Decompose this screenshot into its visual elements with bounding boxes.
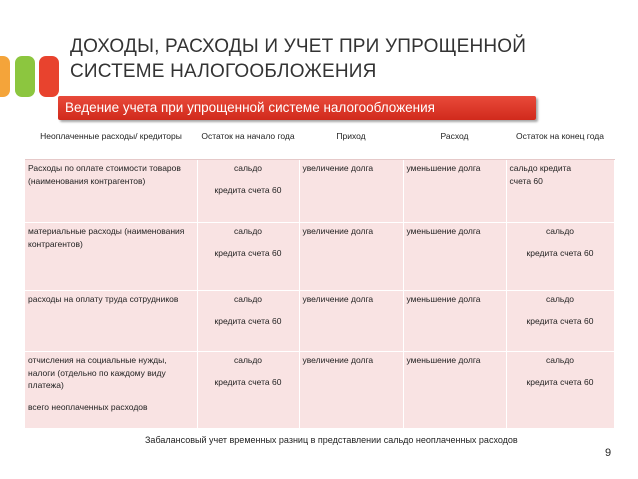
opening-balance-label: сальдо <box>233 226 263 236</box>
closing-balance-cell <box>506 291 614 352</box>
footer-note: Забалансовый учет временных разниц в представлении сальдо неоплаченных расходов <box>145 435 518 445</box>
opening-balance-account: кредита счета 60 <box>214 247 282 258</box>
closing-balance-account: кредита счета 60 <box>526 247 594 258</box>
closing-balance-cell <box>506 352 614 429</box>
slide-title-line-1: ДОХОДЫ, РАСХОДЫ И УЧЕТ ПРИ УПРОЩЕННОЙ <box>70 36 527 57</box>
income-cell: увеличение долга <box>299 291 403 352</box>
header-closing-balance: Остаток на конец года <box>506 128 614 160</box>
row-name: материальные расходы (наименования контрагентов) <box>25 223 197 291</box>
header-expense: Расход <box>403 128 506 160</box>
ledger-table <box>25 128 615 428</box>
income-cell: увеличение долга <box>299 223 403 291</box>
table-row <box>25 352 614 429</box>
opening-balance-account: кредита счета 60 <box>214 315 282 326</box>
opening-balance-cell <box>197 291 299 352</box>
opening-balance-label: сальдо <box>233 163 263 173</box>
opening-balance-cell <box>197 160 299 223</box>
slide-title-line-2: СИСТЕМЕ НАЛОГООБЛОЖЕНИЯ <box>70 61 377 82</box>
closing-balance-account: кредита счета 60 <box>526 315 594 326</box>
opening-balance-label: сальдо <box>233 294 263 304</box>
closing-balance-account: кредита счета 60 <box>526 376 594 387</box>
accent-bar-orange <box>0 56 10 97</box>
section-banner: Ведение учета при упрощенной системе налогообложения <box>58 96 536 120</box>
header-creditors: Неоплаченные расходы/ кредиторы <box>25 128 197 160</box>
closing-balance-account: счета 60 <box>509 175 543 186</box>
opening-balance-account: кредита счета 60 <box>214 376 282 387</box>
opening-balance-cell <box>197 223 299 291</box>
row-name: отчисления на социальные нужды, налоги (отдельно по каждому виду платежа) <box>28 355 167 390</box>
opening-balance-cell <box>197 352 299 429</box>
table-header-row <box>25 128 614 160</box>
page-number: 9 <box>605 447 612 459</box>
expense-cell: уменьшение долга <box>403 352 506 429</box>
income-cell: увеличение долга <box>299 352 403 429</box>
table-row <box>25 223 614 291</box>
income-cell: увеличение долга <box>299 160 403 223</box>
row-name: Расходы по оплате стоимости товаров (наименования контрагентов) <box>25 160 197 223</box>
header-income: Приход <box>299 128 403 160</box>
closing-balance-label: сальдо <box>545 226 575 236</box>
accent-bar-green <box>15 56 35 97</box>
closing-balance-label: сальдо <box>545 355 575 365</box>
table-row <box>25 160 614 223</box>
closing-balance-label: сальдо кредита <box>509 163 572 173</box>
accent-bar-red <box>39 56 59 97</box>
expense-cell: уменьшение долга <box>403 160 506 223</box>
closing-balance-cell <box>506 223 614 291</box>
row-name-cell <box>25 352 197 429</box>
opening-balance-label: сальдо <box>233 355 263 365</box>
table-row <box>25 291 614 352</box>
closing-balance-cell <box>506 160 614 223</box>
expense-cell: уменьшение долга <box>403 291 506 352</box>
slide-title <box>70 34 610 84</box>
header-opening-balance: Остаток на начало года <box>197 128 299 160</box>
expense-cell: уменьшение долга <box>403 223 506 291</box>
row-name: расходы на оплату труда сотрудников <box>25 291 197 352</box>
opening-balance-account: кредита счета 60 <box>214 184 282 195</box>
closing-balance-label: сальдо <box>545 294 575 304</box>
total-unpaid-label: всего неоплаченных расходов <box>28 401 148 412</box>
